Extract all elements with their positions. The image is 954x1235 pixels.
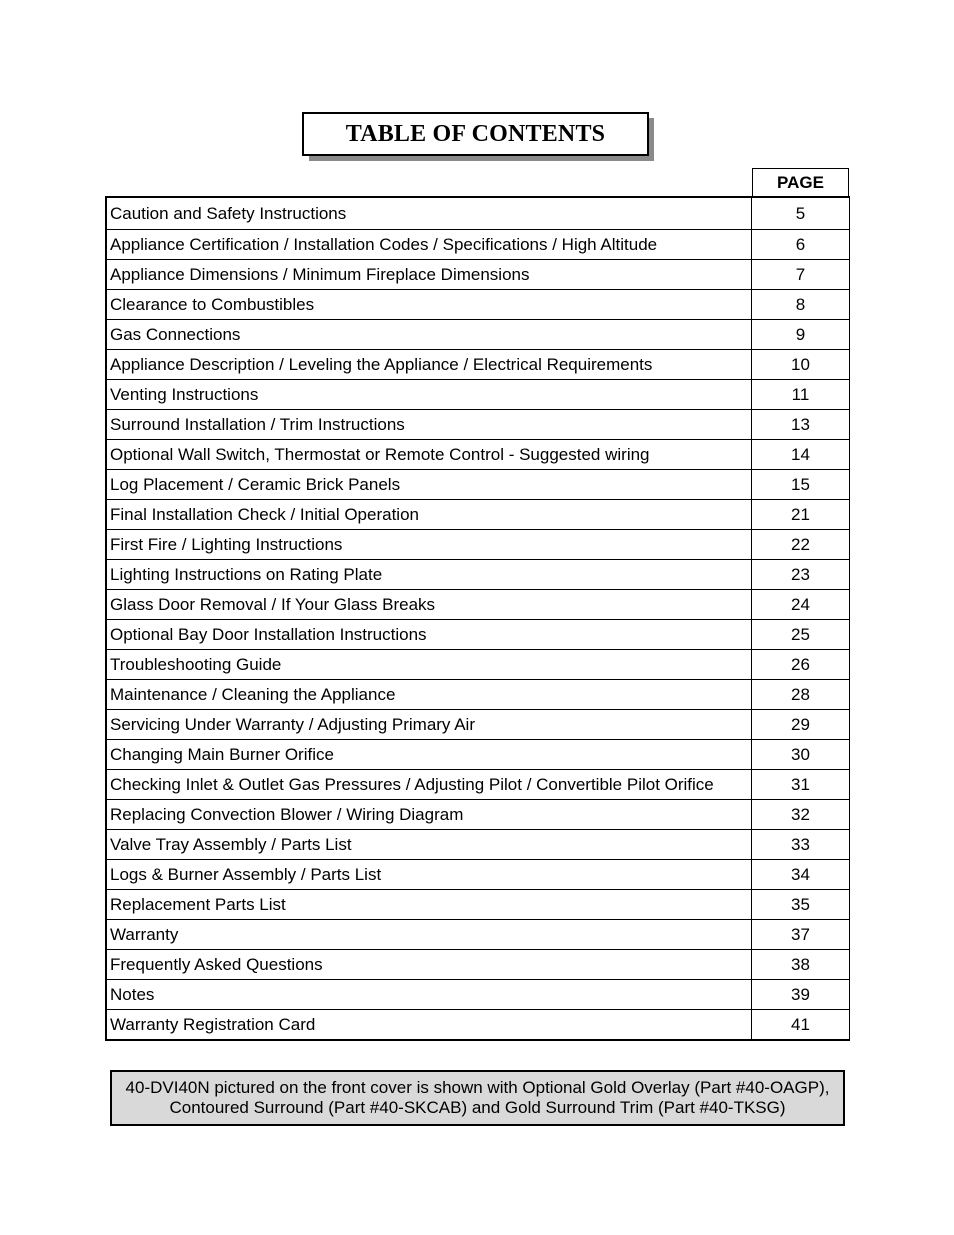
cover-note-box — [110, 1070, 845, 1126]
toc-entry-title: Optional Wall Switch, Thermostat or Remote Control - Suggested wiring — [107, 440, 752, 469]
toc-entry-title: Warranty Registration Card — [107, 1010, 752, 1039]
toc-entry-page: 10 — [791, 354, 810, 374]
toc-row — [107, 259, 849, 289]
toc-entry-page: 25 — [791, 624, 810, 644]
toc-row — [107, 949, 849, 979]
toc-row — [107, 829, 849, 859]
toc-row — [107, 919, 849, 949]
toc-row — [107, 469, 849, 499]
toc-entry-page: 37 — [791, 924, 810, 944]
toc-row — [107, 379, 849, 409]
toc-entry-page: 11 — [791, 384, 810, 404]
toc-entry-title: Replacing Convection Blower / Wiring Diagram — [107, 800, 752, 829]
toc-entry-title: Checking Inlet & Outlet Gas Pressures / Adjusting Pilot / Convertible Pilot Orifice — [107, 770, 752, 799]
toc-row — [107, 229, 849, 259]
toc-table — [105, 196, 850, 1041]
toc-entry-title: Notes — [107, 980, 752, 1009]
toc-entry-title: Troubleshooting Guide — [107, 650, 752, 679]
toc-entry-title: Final Installation Check / Initial Operation — [107, 500, 752, 529]
cover-note-line-1: 40-DVI40N pictured on the front cover is shown with Optional Gold Overlay (Part #40-OAGP), — [125, 1078, 830, 1097]
toc-row — [107, 559, 849, 589]
toc-entry-title: Changing Main Burner Orifice — [107, 740, 752, 769]
toc-entry-page: 9 — [795, 324, 806, 344]
toc-entry-title: Log Placement / Ceramic Brick Panels — [107, 470, 752, 499]
toc-row — [107, 529, 849, 559]
toc-row — [107, 499, 849, 529]
toc-row — [107, 439, 849, 469]
toc-entry-title: Lighting Instructions on Rating Plate — [107, 560, 752, 589]
toc-entry-page: 6 — [795, 234, 806, 254]
toc-row — [107, 409, 849, 439]
toc-entry-page: 13 — [791, 414, 810, 434]
toc-row — [107, 198, 849, 229]
toc-entry-page: 30 — [791, 744, 810, 764]
toc-entry-page: 35 — [791, 894, 810, 914]
toc-entry-title: Surround Installation / Trim Instructions — [107, 410, 752, 439]
page-column-header: PAGE — [752, 168, 849, 197]
cover-note-line-2: Contoured Surround (Part #40-SKCAB) and Gold Surround Trim (Part #40-TKSG) — [169, 1098, 786, 1117]
toc-row — [107, 859, 849, 889]
toc-entry-title: Glass Door Removal / If Your Glass Breaks — [107, 590, 752, 619]
toc-row — [107, 739, 849, 769]
toc-entry-page: 8 — [795, 294, 806, 314]
toc-row — [107, 319, 849, 349]
toc-entry-page: 14 — [791, 444, 810, 464]
toc-row — [107, 709, 849, 739]
toc-entry-page: 26 — [791, 654, 810, 674]
toc-row — [107, 679, 849, 709]
toc-row — [107, 349, 849, 379]
toc-entry-title: Servicing Under Warranty / Adjusting Primary Air — [107, 710, 752, 739]
toc-row — [107, 979, 849, 1009]
toc-entry-title: Gas Connections — [107, 320, 752, 349]
toc-row — [107, 799, 849, 829]
toc-row — [107, 619, 849, 649]
toc-entry-title: Clearance to Combustibles — [107, 290, 752, 319]
toc-entry-page: 21 — [791, 504, 810, 524]
toc-entry-page: 22 — [791, 534, 810, 554]
toc-row — [107, 589, 849, 619]
toc-entry-title: First Fire / Lighting Instructions — [107, 530, 752, 559]
toc-row — [107, 649, 849, 679]
toc-entry-page: 34 — [791, 864, 810, 884]
toc-entry-page: 5 — [795, 203, 806, 223]
toc-entry-title: Logs & Burner Assembly / Parts List — [107, 860, 752, 889]
toc-entry-title: Venting Instructions — [107, 380, 752, 409]
toc-entry-title: Caution and Safety Instructions — [107, 198, 752, 229]
toc-entry-page: 23 — [791, 564, 810, 584]
toc-entry-page: 41 — [791, 1014, 810, 1034]
toc-row — [107, 769, 849, 799]
toc-entry-page: 28 — [791, 684, 810, 704]
toc-entry-title: Replacement Parts List — [107, 890, 752, 919]
toc-entry-title: Appliance Certification / Installation Codes / Specifications / High Altitude — [107, 230, 752, 259]
toc-row — [107, 289, 849, 319]
toc-entry-page: 33 — [791, 834, 810, 854]
toc-entry-title: Appliance Dimensions / Minimum Fireplace Dimensions — [107, 260, 752, 289]
toc-row — [107, 889, 849, 919]
toc-entry-page: 32 — [791, 804, 810, 824]
toc-entry-title: Optional Bay Door Installation Instructions — [107, 620, 752, 649]
toc-row — [107, 1009, 849, 1039]
toc-entry-page: 29 — [791, 714, 810, 734]
toc-entry-page: 15 — [791, 474, 810, 494]
toc-entry-page: 24 — [791, 594, 810, 614]
toc-entry-page: 7 — [795, 264, 806, 284]
toc-entry-title: Appliance Description / Leveling the Appliance / Electrical Requirements — [107, 350, 752, 379]
toc-entry-title: Valve Tray Assembly / Parts List — [107, 830, 752, 859]
toc-entry-title: Frequently Asked Questions — [107, 950, 752, 979]
toc-entry-page: 31 — [791, 774, 810, 794]
toc-entry-page: 39 — [791, 984, 810, 1004]
page-title: TABLE OF CONTENTS — [302, 112, 649, 156]
toc-entry-title: Maintenance / Cleaning the Appliance — [107, 680, 752, 709]
toc-entry-title: Warranty — [107, 920, 752, 949]
toc-entry-page: 38 — [791, 954, 810, 974]
